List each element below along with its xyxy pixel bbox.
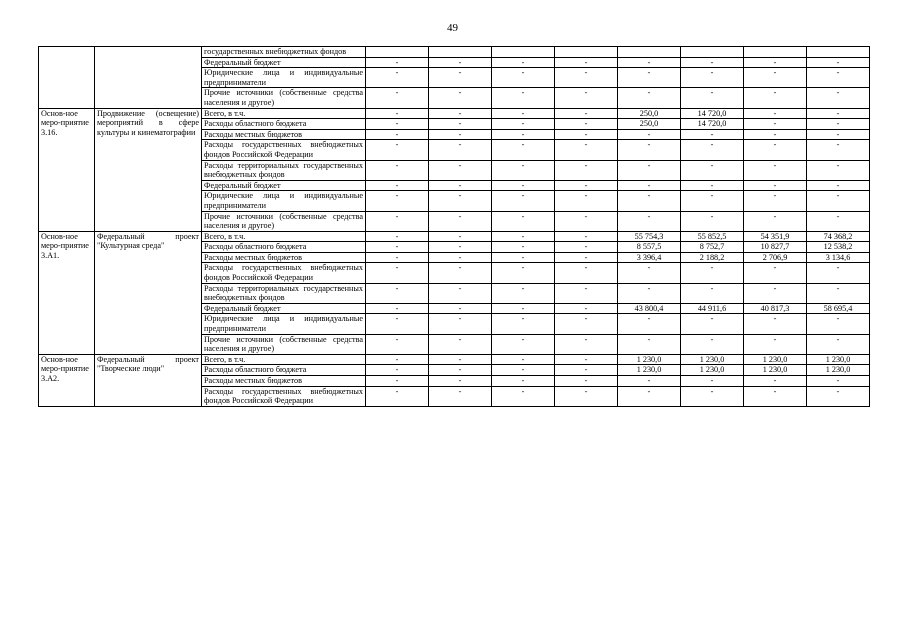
value-cell: -: [555, 129, 618, 140]
value-cell: 3 396,4: [618, 252, 681, 263]
value-cell: -: [366, 334, 429, 354]
value-cell: -: [429, 231, 492, 242]
value-cell: -: [366, 386, 429, 406]
value-cell: -: [429, 119, 492, 130]
value-cell: -: [555, 314, 618, 334]
value-cell: [429, 47, 492, 58]
value-cell: -: [492, 303, 555, 314]
value-cell: -: [555, 119, 618, 130]
value-cell: -: [555, 160, 618, 180]
value-cell: [366, 47, 429, 58]
value-cell: -: [555, 140, 618, 160]
measure-title-cell: Продвижение (освещение) мероприятий в сфере культуры и кинематографии: [95, 108, 202, 231]
value-cell: -: [429, 140, 492, 160]
value-cell: 1 230,0: [681, 365, 744, 376]
value-cell: -: [681, 314, 744, 334]
value-cell: -: [681, 211, 744, 231]
value-cell: -: [744, 119, 807, 130]
funding-source-cell: Юридические лица и индивидуальные предприниматели: [202, 191, 366, 211]
value-cell: -: [366, 376, 429, 387]
measure-code-cell: [39, 47, 95, 109]
value-cell: -: [744, 108, 807, 119]
value-cell: 2 188,2: [681, 252, 744, 263]
value-cell: -: [744, 68, 807, 88]
value-cell: -: [555, 108, 618, 119]
value-cell: -: [681, 191, 744, 211]
value-cell: 8 752,7: [681, 242, 744, 253]
value-cell: -: [744, 57, 807, 68]
value-cell: -: [555, 283, 618, 303]
value-cell: -: [429, 160, 492, 180]
value-cell: -: [492, 211, 555, 231]
value-cell: -: [555, 191, 618, 211]
value-cell: -: [366, 231, 429, 242]
value-cell: -: [366, 283, 429, 303]
funding-source-cell: Прочие источники (собственные средства населения и другое): [202, 211, 366, 231]
value-cell: -: [618, 160, 681, 180]
value-cell: -: [366, 180, 429, 191]
page-number: 49: [447, 22, 458, 34]
funding-source-cell: Расходы местных бюджетов: [202, 252, 366, 263]
value-cell: -: [492, 57, 555, 68]
value-cell: -: [618, 68, 681, 88]
value-cell: -: [366, 140, 429, 160]
value-cell: -: [429, 303, 492, 314]
value-cell: -: [366, 68, 429, 88]
value-cell: -: [744, 88, 807, 108]
value-cell: -: [555, 68, 618, 88]
value-cell: -: [366, 354, 429, 365]
value-cell: -: [492, 314, 555, 334]
value-cell: -: [555, 242, 618, 253]
value-cell: -: [366, 252, 429, 263]
value-cell: 3 134,6: [807, 252, 870, 263]
value-cell: 1 230,0: [681, 354, 744, 365]
value-cell: -: [429, 191, 492, 211]
value-cell: -: [492, 354, 555, 365]
value-cell: -: [555, 354, 618, 365]
value-cell: [618, 47, 681, 58]
value-cell: 58 695,4: [807, 303, 870, 314]
value-cell: -: [555, 252, 618, 263]
value-cell: 1 230,0: [744, 354, 807, 365]
funding-source-cell: Всего, в т.ч.: [202, 354, 366, 365]
value-cell: -: [492, 231, 555, 242]
value-cell: -: [492, 386, 555, 406]
value-cell: 55 754,3: [618, 231, 681, 242]
value-cell: -: [429, 386, 492, 406]
value-cell: -: [429, 365, 492, 376]
value-cell: 10 827,7: [744, 242, 807, 253]
value-cell: -: [492, 283, 555, 303]
value-cell: [681, 47, 744, 58]
value-cell: -: [366, 160, 429, 180]
value-cell: -: [492, 376, 555, 387]
value-cell: -: [429, 211, 492, 231]
measure-code-cell: Основ-ное меро-приятие 3.А1.: [39, 231, 95, 354]
value-cell: 1 230,0: [807, 354, 870, 365]
value-cell: 55 852,5: [681, 231, 744, 242]
value-cell: -: [555, 211, 618, 231]
value-cell: -: [366, 263, 429, 283]
value-cell: -: [807, 160, 870, 180]
value-cell: -: [618, 376, 681, 387]
value-cell: -: [744, 386, 807, 406]
value-cell: -: [807, 88, 870, 108]
value-cell: -: [618, 334, 681, 354]
value-cell: -: [681, 263, 744, 283]
table-row: [39, 108, 870, 119]
funding-source-cell: Расходы территориальных государственных внебюджетных фондов: [202, 160, 366, 180]
funding-source-cell: Расходы местных бюджетов: [202, 129, 366, 140]
value-cell: -: [618, 191, 681, 211]
value-cell: -: [366, 119, 429, 130]
value-cell: -: [807, 283, 870, 303]
value-cell: -: [807, 57, 870, 68]
value-cell: -: [744, 334, 807, 354]
value-cell: -: [681, 376, 744, 387]
value-cell: -: [492, 88, 555, 108]
value-cell: -: [366, 129, 429, 140]
value-cell: -: [429, 283, 492, 303]
funding-source-cell: Расходы областного бюджета: [202, 365, 366, 376]
table-row: [39, 231, 870, 242]
value-cell: -: [618, 57, 681, 68]
value-cell: -: [744, 160, 807, 180]
value-cell: -: [618, 263, 681, 283]
funding-source-cell: Расходы государственных внебюджетных фондов Российской Федерации: [202, 263, 366, 283]
value-cell: [555, 47, 618, 58]
value-cell: -: [807, 119, 870, 130]
measure-code-cell: Основ-ное меро-приятие 3.А2.: [39, 354, 95, 406]
value-cell: 40 817,3: [744, 303, 807, 314]
value-cell: -: [807, 68, 870, 88]
value-cell: -: [492, 140, 555, 160]
value-cell: 1 230,0: [744, 365, 807, 376]
measure-title-cell: Федеральный проект "Культурная среда": [95, 231, 202, 354]
value-cell: -: [555, 376, 618, 387]
value-cell: -: [555, 303, 618, 314]
value-cell: -: [807, 263, 870, 283]
value-cell: -: [807, 211, 870, 231]
value-cell: -: [429, 129, 492, 140]
value-cell: -: [555, 263, 618, 283]
value-cell: -: [618, 283, 681, 303]
measure-title-cell: [95, 47, 202, 109]
value-cell: -: [429, 354, 492, 365]
value-cell: -: [807, 108, 870, 119]
value-cell: 1 230,0: [618, 365, 681, 376]
value-cell: -: [555, 386, 618, 406]
value-cell: -: [366, 314, 429, 334]
value-cell: -: [744, 263, 807, 283]
value-cell: -: [429, 314, 492, 334]
value-cell: -: [555, 231, 618, 242]
value-cell: 43 800,4: [618, 303, 681, 314]
value-cell: -: [681, 68, 744, 88]
funding-source-cell: Юридические лица и индивидуальные предприниматели: [202, 68, 366, 88]
value-cell: -: [366, 108, 429, 119]
value-cell: 74 368,2: [807, 231, 870, 242]
value-cell: -: [744, 314, 807, 334]
value-cell: -: [366, 242, 429, 253]
value-cell: -: [807, 314, 870, 334]
value-cell: -: [492, 191, 555, 211]
value-cell: 14 720,0: [681, 108, 744, 119]
value-cell: -: [555, 365, 618, 376]
value-cell: -: [429, 334, 492, 354]
funding-source-cell: Расходы территориальных государственных внебюджетных фондов: [202, 283, 366, 303]
value-cell: -: [366, 303, 429, 314]
value-cell: -: [681, 88, 744, 108]
value-cell: -: [366, 191, 429, 211]
value-cell: -: [744, 191, 807, 211]
funding-source-cell: Федеральный бюджет: [202, 303, 366, 314]
value-cell: -: [492, 334, 555, 354]
funding-source-cell: Расходы государственных внебюджетных фондов Российской Федерации: [202, 386, 366, 406]
funding-source-cell: Расходы областного бюджета: [202, 119, 366, 130]
value-cell: [807, 47, 870, 58]
value-cell: 1 230,0: [618, 354, 681, 365]
value-cell: 8 557,5: [618, 242, 681, 253]
value-cell: -: [681, 283, 744, 303]
value-cell: 54 351,9: [744, 231, 807, 242]
value-cell: -: [681, 386, 744, 406]
value-cell: -: [492, 252, 555, 263]
funding-source-cell: Прочие источники (собственные средства населения и другое): [202, 334, 366, 354]
value-cell: -: [681, 160, 744, 180]
value-cell: -: [492, 263, 555, 283]
value-cell: -: [429, 242, 492, 253]
value-cell: -: [555, 88, 618, 108]
funding-source-cell: Всего, в т.ч.: [202, 231, 366, 242]
value-cell: -: [681, 129, 744, 140]
budget-table: [38, 46, 870, 407]
value-cell: -: [807, 129, 870, 140]
value-cell: -: [429, 252, 492, 263]
value-cell: -: [618, 314, 681, 334]
value-cell: -: [807, 191, 870, 211]
value-cell: -: [492, 129, 555, 140]
funding-source-cell: Расходы местных бюджетов: [202, 376, 366, 387]
value-cell: -: [807, 376, 870, 387]
value-cell: -: [681, 57, 744, 68]
value-cell: -: [555, 57, 618, 68]
value-cell: 250,0: [618, 108, 681, 119]
value-cell: -: [618, 129, 681, 140]
value-cell: -: [681, 334, 744, 354]
funding-source-cell: государственных внебюджетных фондов: [202, 47, 366, 58]
funding-source-cell: Федеральный бюджет: [202, 57, 366, 68]
value-cell: -: [618, 88, 681, 108]
value-cell: -: [618, 180, 681, 191]
table-row: [39, 47, 870, 58]
value-cell: -: [492, 365, 555, 376]
value-cell: -: [744, 180, 807, 191]
value-cell: -: [807, 140, 870, 160]
value-cell: -: [429, 88, 492, 108]
value-cell: -: [429, 376, 492, 387]
value-cell: -: [366, 88, 429, 108]
value-cell: [492, 47, 555, 58]
funding-source-cell: Прочие источники (собственные средства населения и другое): [202, 88, 366, 108]
value-cell: -: [492, 68, 555, 88]
funding-source-cell: Расходы областного бюджета: [202, 242, 366, 253]
value-cell: -: [429, 57, 492, 68]
funding-source-cell: Всего, в т.ч.: [202, 108, 366, 119]
value-cell: -: [807, 386, 870, 406]
value-cell: -: [744, 211, 807, 231]
value-cell: -: [744, 140, 807, 160]
value-cell: -: [492, 180, 555, 191]
value-cell: -: [744, 283, 807, 303]
value-cell: -: [492, 119, 555, 130]
value-cell: -: [492, 160, 555, 180]
value-cell: -: [681, 180, 744, 191]
measure-code-cell: Основ-ное меро-приятие 3.16.: [39, 108, 95, 231]
value-cell: -: [807, 180, 870, 191]
value-cell: -: [681, 140, 744, 160]
value-cell: -: [492, 242, 555, 253]
funding-source-cell: Расходы государственных внебюджетных фондов Российской Федерации: [202, 140, 366, 160]
funding-source-cell: Федеральный бюджет: [202, 180, 366, 191]
funding-source-cell: Юридические лица и индивидуальные предприниматели: [202, 314, 366, 334]
value-cell: -: [366, 211, 429, 231]
value-cell: -: [366, 57, 429, 68]
table-body: [39, 47, 870, 407]
value-cell: 250,0: [618, 119, 681, 130]
value-cell: -: [807, 334, 870, 354]
value-cell: -: [618, 211, 681, 231]
value-cell: -: [744, 129, 807, 140]
value-cell: 1 230,0: [807, 365, 870, 376]
value-cell: -: [744, 376, 807, 387]
value-cell: -: [366, 365, 429, 376]
value-cell: 12 538,2: [807, 242, 870, 253]
value-cell: -: [555, 334, 618, 354]
value-cell: [744, 47, 807, 58]
value-cell: -: [429, 263, 492, 283]
value-cell: -: [429, 108, 492, 119]
table-row: [39, 354, 870, 365]
value-cell: -: [555, 180, 618, 191]
measure-title-cell: Федеральный проект "Творческие люди": [95, 354, 202, 406]
value-cell: -: [429, 180, 492, 191]
value-cell: -: [492, 108, 555, 119]
value-cell: 2 706,9: [744, 252, 807, 263]
value-cell: -: [618, 386, 681, 406]
value-cell: 44 911,6: [681, 303, 744, 314]
value-cell: -: [429, 68, 492, 88]
value-cell: 14 720,0: [681, 119, 744, 130]
value-cell: -: [618, 140, 681, 160]
